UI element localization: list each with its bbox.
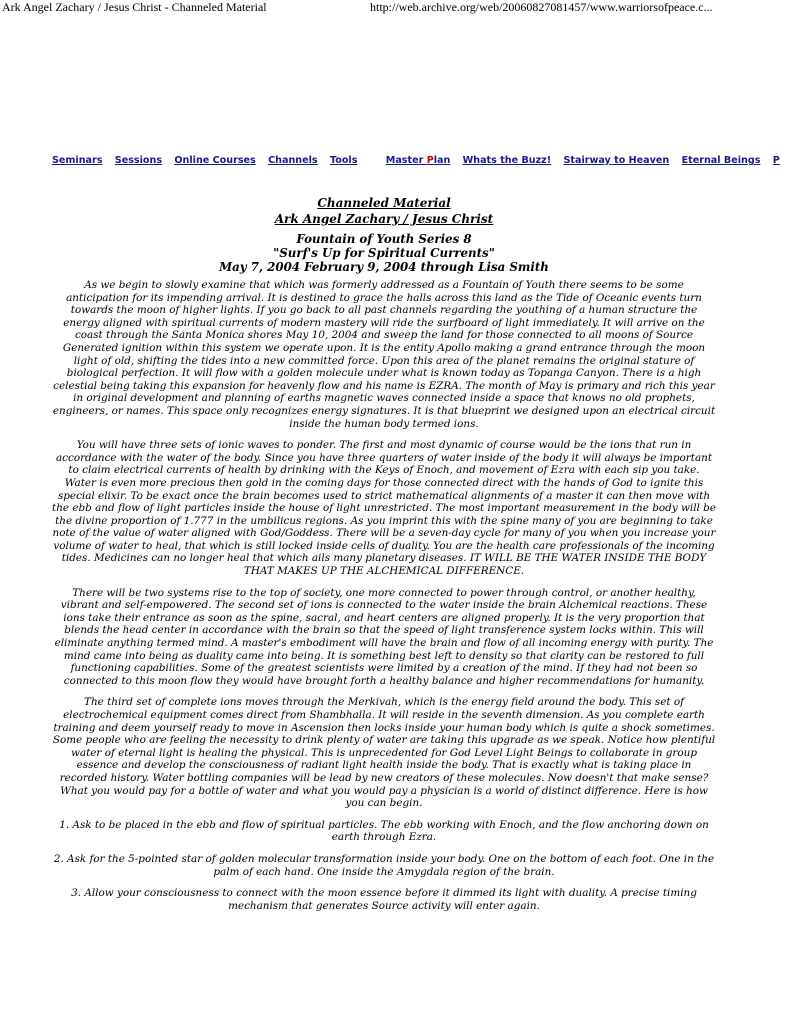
- nav-link-online-courses[interactable]: Online Courses: [174, 155, 256, 166]
- article-dateline: May 7, 2004 February 9, 2004 through Lisa Smith: [219, 260, 549, 274]
- nav-link-cut-off[interactable]: P: [772, 155, 780, 166]
- article-heading-author: Ark Angel Zachary / Jesus Christ: [274, 212, 494, 226]
- article-paragraph-2: You will have three sets of ionic waves to ponder. The first and most dynamic of course would be the ions that run in accordance with the water of the body. Since you have three quarters of water inside of the body it will always be important to claim electrical currents of health by drinking with the Keys of Enoch, and movement of Ezra with each sip you take. Water is even more precious then gold in the coming days for those connected direct with the hands of God to ignite this special elixir. To be exact once the brain becomes used to strict mathematical alignments of a master it can then move with the ebb and flow of light particles inside the house of light unrestricted. The most important measurement in the body will be the divine proportion of 1.777 in the umbilicus regions. As you imprint this with the spine many of you are beginning to take note of the value of water aligned with God/Goddess. There will be a seven-day cycle for many of you when you increase your volume of water to heal, that which is still locked inside cells of duality. You are the health care professionals of the incoming tides. Medicines can no longer heal that which ails many planetary diseases. IT WILL BE THE WATER INSIDE THE BODY THAT MAKES UP THE ALCHEMICAL DIFFERENCE.: [52, 439, 716, 578]
- article-step-2: 2. Ask for the 5-pointed star of golden molecular transformation inside your body. One on the bottom of each foot. One in the palm of each hand. One inside the Amygdala region of the brain.: [53, 852, 715, 878]
- article-paragraph-4: The third set of complete ions moves through the Merkivah, which is the energy field around the body. This set of electrochemical equipment comes direct from Shambhalla. It will reside in the seventh dimension. As you complete earth training and deem yourself ready to move in Ascension then locks inside your human body which is quite a shock sometimes. Some people who are feeling the necessity to drink plenty of water are taking this upgrade as we speak. Notice how plentiful water of eternal light is healing the physical. This is unprecedented for God Level Light Beings to collaborate in group essence and develop the consciousness of radiant light health inside the body. That is exactly what is taking place in recorded history. Water bottling companies will be lead by new creators of these molecules. Now doesn't that make sense? What you would pay for a bottle of water and what you would pay a physician is a world of distinct difference. Here is how you can begin.: [52, 696, 716, 810]
- nav-link-channels[interactable]: Channels: [268, 155, 318, 166]
- master-plan-text-a: Master: [385, 155, 427, 166]
- master-plan-text-c: lan: [433, 155, 451, 166]
- nav-link-whats-the-buzz[interactable]: Whats the Buzz!: [462, 155, 552, 166]
- nav-link-tools[interactable]: Tools: [329, 155, 358, 166]
- nav-link-eternal-beings[interactable]: Eternal Beings: [681, 155, 761, 166]
- print-page-title: Ark Angel Zachary / Jesus Christ - Channeled Material: [2, 0, 267, 14]
- nav-link-stairway-to-heaven[interactable]: Stairway to Heaven: [563, 155, 670, 166]
- article-paragraph-3: There will be two systems rise to the top of society, one more connected to power through control, or another healthy, vibrant and self-empowered. The second set of ions is connected to the water inside the brain Alchemical reactions. These ions take their entrance as soon as the spine, sacral, and heart centers are aligned properly. It is the very proportion that blends the head center in accordance with the brain so that the speed of light transference system locks within. This will eliminate anything termed mind. A master's embodiment will have the brain and flow of all incoming energy with purity. The mind came into being as duality came into being. It is something best left to density so that clarity can be restored to full functioning capabilities. Some of the greatest scientists were limited by a creation of the mind. If they had not been so connected to this moon flow they would have brought forth a healthy balance and higher recommendations for humanity.: [54, 586, 714, 687]
- article: [52, 195, 716, 921]
- article-heading-channeled-material: Channeled Material: [317, 196, 451, 210]
- article-paragraph-1: As we begin to slowly examine that which was formerly addressed as a Fountain of Youth there seems to be some anticipation for its impending arrival. It is destined to grace the halls across this land as the Tide of Oceanic events turn towards the moon of higher lights. If you go back to all past channels regarding the youthing of a human structure the energy aligned with spiritual currents of modern mastery will ride the surfboard of light immediately. It will arrive on the coast through the Santa Monica shores May 10, 2004 and sweep the land for those connected to all moons of Source Generated ignition within this system we operate upon. It is the entity Apollo making a grand entrance through the moon light of old, shifting the tides into a new committed force. Upon this area of the planet remains the original stature of biological perfection. It will flow with a golden molecule under what is known today as Topanga Canyon. There is a high celestial being taking this expansion for heavenly flow and his name is EZRA. The month of May is primary and rich this year in original development and planning of earths magnetic waves connected inside a space that knows no old prophets, engineers, or names. This space only recognizes energy signatures. It is that blueprint we designed upon an electrical circuit inside the human body termed ions.: [52, 279, 716, 430]
- site-nav: [52, 154, 780, 168]
- article-series: Fountain of Youth Series 8: [296, 232, 472, 246]
- article-step-3: 3. Allow your consciousness to connect with the moon essence before it dimmed its light with duality. A precise timing mechanism that generates Source activity will enter again.: [71, 887, 697, 912]
- article-step-1: 1. Ask to be placed in the ebb and flow of spiritual particles. The ebb working with Enoch, and the flow anchoring down on earth through Ezra.: [59, 818, 709, 844]
- nav-link-master-plan[interactable]: [386, 155, 451, 166]
- master-plan-text-accent: P: [426, 155, 434, 166]
- print-page-url: http://web.archive.org/web/20060827081457/www.warriorsofpeace.c...: [370, 0, 713, 14]
- article-subtitle: "Surf's Up for Spiritual Currents": [273, 246, 495, 260]
- print-header: [0, 0, 768, 14]
- nav-link-seminars[interactable]: Seminars: [52, 155, 103, 166]
- nav-link-sessions[interactable]: Sessions: [114, 155, 163, 166]
